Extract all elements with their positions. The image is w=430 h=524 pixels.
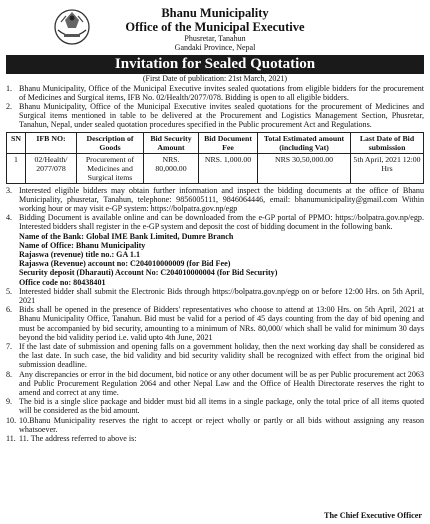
col-bid-security: Bid Security Amount xyxy=(144,132,199,153)
clause-2 xyxy=(6,102,424,130)
cell-ifb-no: 02/Health/ 2077/078 xyxy=(26,153,77,183)
clause-text: Interested eligible bidders may obtain further information and inspect the bidding documents at the office of Bhanu Municipality, phusretar, Tanahun, telephone: 9856005111, 9846064446, email: bhanumunicipality@gmail.com Within working hour or may visit e-GP system: https://bolpatra.gov.np/egp xyxy=(19,185,424,213)
col-estimated-amount: Total Estimated amount (including Vat) xyxy=(258,132,351,153)
notice-title-banner: Invitation for Sealed Quotation xyxy=(6,55,424,74)
col-ifb-no: IFB NO: xyxy=(26,132,77,153)
office-code-no: Office code no: 80438401 xyxy=(19,277,106,287)
cell-bid-security: NRS. 80,000.00 xyxy=(144,153,199,183)
signatory-title: The Chief Executive Officer xyxy=(324,510,422,520)
clause-8 xyxy=(6,370,424,398)
security-account-no: Security deposit (Dharauti) Account No: C204010000004 (for Bid Security) xyxy=(19,268,278,278)
clause-number: 9. xyxy=(6,397,13,407)
nepal-emblem-icon xyxy=(52,6,92,46)
cell-last-date: 5th April, 2021 12:00 Hrs xyxy=(351,153,424,183)
clause-text: Bids shall be opened in the presence of Bidders' representatives who choose to attend at 13:00 Hrs. on 5th April, 2021 at Bhanu Municipality Office, Tanahun. Bid must be valid for a period of 45 days counting from the day of bid opening and must be accompanied by bid security, amounting to a minimum of NRs. 80,000/ which shall be valid for minimum 30 days beyond the bid validity period i.e. valid upto 4th June, 2021 xyxy=(19,305,424,342)
cell-sn: 1 xyxy=(7,153,26,183)
clause-number: 1. xyxy=(6,83,13,93)
address-line-1: Phusretar, Tanahun xyxy=(184,34,246,43)
cell-description: Procurement of Medicines and Surgical items xyxy=(77,153,144,183)
clause-10 xyxy=(6,416,424,434)
cell-bid-fee: NRS. 1,000.00 xyxy=(199,153,258,183)
clause-text: If the last date of submission and opening falls on a government holiday, then the next working day shall be considered as the last date. In such case, the bid validity and bid security validity shall be recognized with effect from the original bid submission deadline. xyxy=(19,341,424,370)
clause-9 xyxy=(6,397,424,415)
clause-text: Interested bidder shall submit the Electronic Bids through https://bolpatra.gov.np/egp on or before 12:00 Hrs. on 5th April, 2021 xyxy=(19,286,424,305)
revenue-account-no: Rajaswa (Revenue) account no: C204010000009 (for Bid Fee) xyxy=(19,259,231,269)
clause-5 xyxy=(6,287,424,305)
clause-number: 11. xyxy=(6,434,16,443)
clause-4 xyxy=(6,213,424,231)
col-sn: SN xyxy=(7,132,26,153)
clause-text: Bhanu Municipality, Office of the Municipal Executive invites sealed quotations from eligible bidders for the procurement of Medicines and Surgical items, IFB No. 02/Health/2077/078. Bidding is open to all eligible bidders. xyxy=(19,83,424,102)
clause-text: Bidding Document is available online and can be downloaded from the e-GP portal of PPMO: https://bolpatra.gov.np/egp. Interested bidders shall register in the e-GP system and deposit the cost of bidding document in the following bank. xyxy=(19,213,424,232)
clause-number: 4. xyxy=(6,213,13,223)
clause-3 xyxy=(6,186,424,214)
cell-estimated-amount: NRS 30,50,000.00 xyxy=(258,153,351,183)
clause-number: 8. xyxy=(6,369,13,379)
col-description: Description of Goods xyxy=(77,132,144,153)
clause-number: 6. xyxy=(6,305,13,315)
revenue-title-no: Rajaswa (revenue) title no.: GA 1.1 xyxy=(19,249,141,259)
clause-6 xyxy=(6,305,424,342)
clause-number: 10. xyxy=(6,415,17,425)
col-last-date: Last Date of Bid submission xyxy=(351,132,424,153)
clause-1 xyxy=(6,84,424,102)
municipality-name: Bhanu Municipality xyxy=(161,6,269,20)
quotation-table xyxy=(6,132,424,184)
col-bid-fee: Bid Document Fee xyxy=(199,132,258,153)
bank-name: Name of the Bank: Global IME Bank Limited, Dumre Branch xyxy=(19,231,234,241)
clause-number: 2. xyxy=(6,101,13,111)
table-row xyxy=(7,153,424,183)
publication-date: (First Date of publication: 21st March, 2021) xyxy=(142,74,288,83)
clause-text: The bid is a single slice package and bidder must bid all items in a single package, only the total price of all items quoted will be considered as the bid amount. xyxy=(19,397,424,416)
clause-7 xyxy=(6,342,424,370)
office-name: Office of the Municipal Executive xyxy=(125,20,305,34)
clause-text: Bhanu Municipality, Office of the Municipal Executive invites sealed quotations for the procurement of Medicines and Surgical items mentioned in table to be delivered at the Procurement and Logistics Management Section, Phusretar, Tanahun, Nepal, under sealed quotation procedures specified in the Public procurement Act and Regulations. xyxy=(19,101,424,130)
office-name-line: Name of Office: Bhanu Municipality xyxy=(19,240,146,250)
clause-text: Any discrepancies or error in the bid document, bid notice or any other document will be as per Public procurement act 2063 and Public Procurement Regulation 2064 and other Nepal Law and the Office of Health Directorate reserves the right to amend and correct at any time. xyxy=(19,369,424,397)
clause-text: 11. The address referred to above is: xyxy=(19,434,137,443)
address-line-2: Gandaki Province, Nepal xyxy=(174,43,256,52)
table-header-row xyxy=(7,132,424,153)
clause-number: 7. xyxy=(6,341,13,351)
clause-11 xyxy=(6,434,424,443)
clause-text: 10.Bhanu Municipality reserves the right to accept or reject wholly or partly or all bids without assigning any reason whatsoever. xyxy=(19,415,424,434)
clause-number: 3. xyxy=(6,185,13,195)
clause-number: 5. xyxy=(6,286,13,296)
